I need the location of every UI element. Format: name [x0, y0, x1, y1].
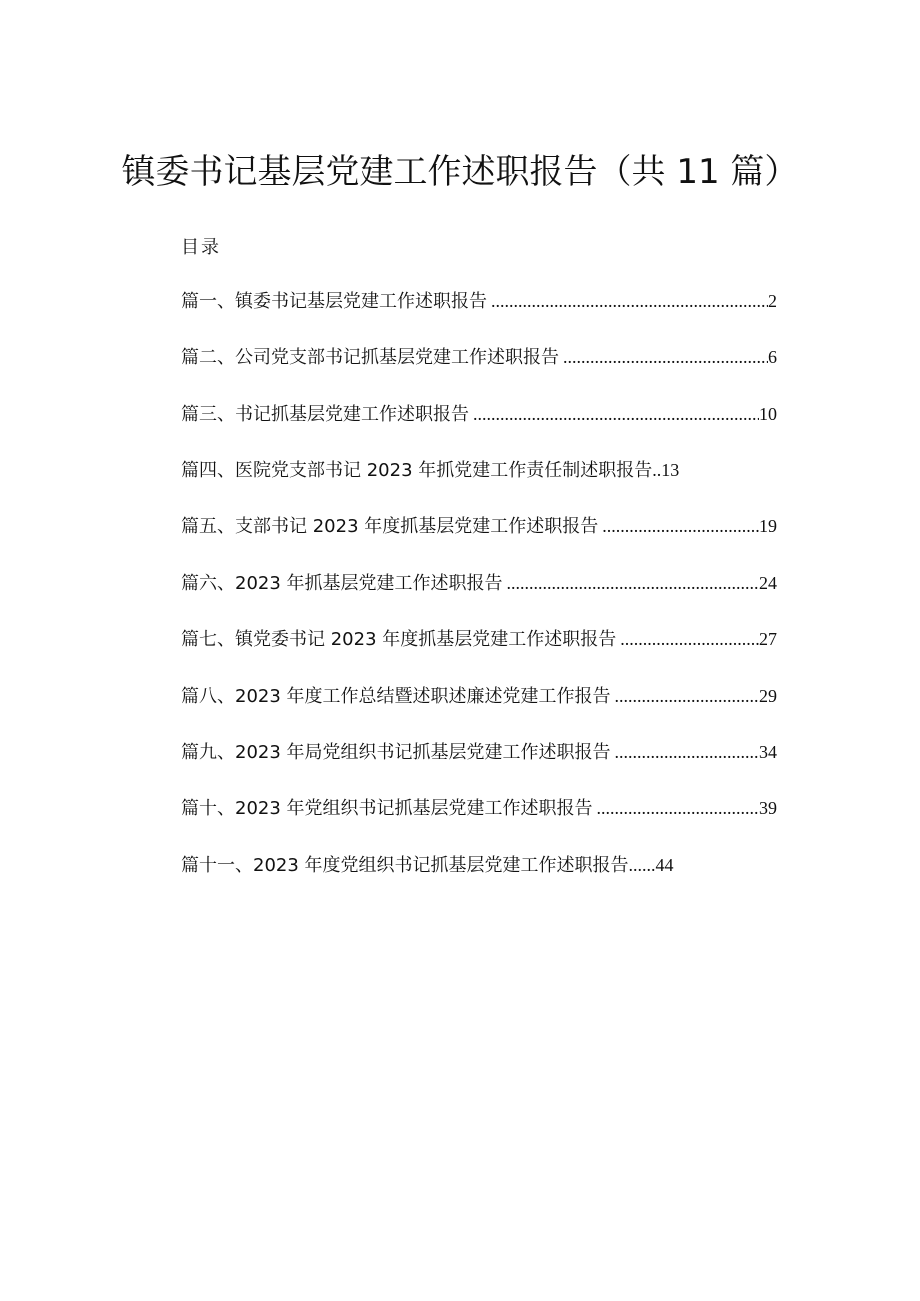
toc-leader-dots	[620, 626, 759, 652]
toc-entry-page: 27	[759, 629, 777, 649]
toc-entry-title: 篇五、支部书记 2023 年度抓基层党建工作述职报告	[181, 516, 599, 537]
toc-entry-6[interactable]	[181, 570, 777, 597]
toc-leader-dots	[597, 795, 759, 821]
toc-entry-11[interactable]	[181, 852, 674, 879]
toc-entry-title: 篇十一、2023 年度党组织书记抓基层党建工作述职报告	[181, 855, 629, 876]
toc-entry-title: 篇二、公司党支部书记抓基层党建工作述职报告	[181, 347, 559, 368]
toc-entry-page: 6	[768, 347, 777, 367]
toc-entry-page: 39	[759, 798, 777, 818]
toc-leader-dots: ..	[652, 460, 662, 480]
toc-entry-title: 篇十、2023 年党组织书记抓基层党建工作述职报告	[181, 798, 593, 819]
toc-entry-page: 19	[759, 516, 777, 536]
toc-entry-title: 篇七、镇党委书记 2023 年度抓基层党建工作述职报告	[181, 629, 617, 650]
toc-heading: 目录	[181, 237, 221, 258]
toc-entry-page: 13	[661, 460, 680, 480]
toc-entry-title: 篇八、2023 年度工作总结暨述职述廉述党建工作报告	[181, 686, 611, 707]
toc-entry-1[interactable]	[181, 288, 777, 315]
toc-entry-page: 2	[768, 291, 777, 311]
toc-entry-title: 篇三、书记抓基层党建工作述职报告	[181, 404, 469, 425]
toc-entry-7[interactable]	[181, 626, 777, 653]
toc-entry-page: 34	[759, 742, 777, 762]
toc-leader-dots	[491, 288, 768, 314]
toc-entry-title: 篇九、2023 年局党组织书记抓基层党建工作述职报告	[181, 742, 611, 763]
toc-leader-dots: ......	[628, 855, 656, 875]
toc-leader-dots	[615, 739, 759, 765]
toc-entry-page: 24	[759, 573, 777, 593]
toc-entry-2[interactable]	[181, 344, 777, 371]
toc-entry-page: 10	[759, 404, 777, 424]
document-title: 镇委书记基层党建工作述职报告（共 11 篇）	[121, 152, 799, 192]
toc-entry-4[interactable]	[181, 457, 679, 484]
toc-entry-page: 44	[655, 855, 674, 875]
toc-entry-5[interactable]	[181, 513, 777, 540]
toc-leader-dots	[602, 513, 759, 539]
toc-entry-9[interactable]	[181, 739, 777, 766]
toc-entry-title: 篇一、镇委书记基层党建工作述职报告	[181, 291, 487, 312]
toc-entry-3[interactable]	[181, 401, 777, 428]
toc-entry-page: 29	[759, 686, 777, 706]
toc-leader-dots	[615, 683, 759, 709]
toc-leader-dots	[563, 344, 768, 370]
toc-entry-10[interactable]	[181, 795, 777, 822]
toc-entry-title: 篇六、2023 年抓基层党建工作述职报告	[181, 573, 503, 594]
toc-entry-title: 篇四、医院党支部书记 2023 年抓党建工作责任制述职报告	[181, 460, 653, 481]
toc-leader-dots	[507, 570, 759, 596]
toc-leader-dots	[473, 401, 759, 427]
toc-entry-8[interactable]	[181, 683, 777, 710]
